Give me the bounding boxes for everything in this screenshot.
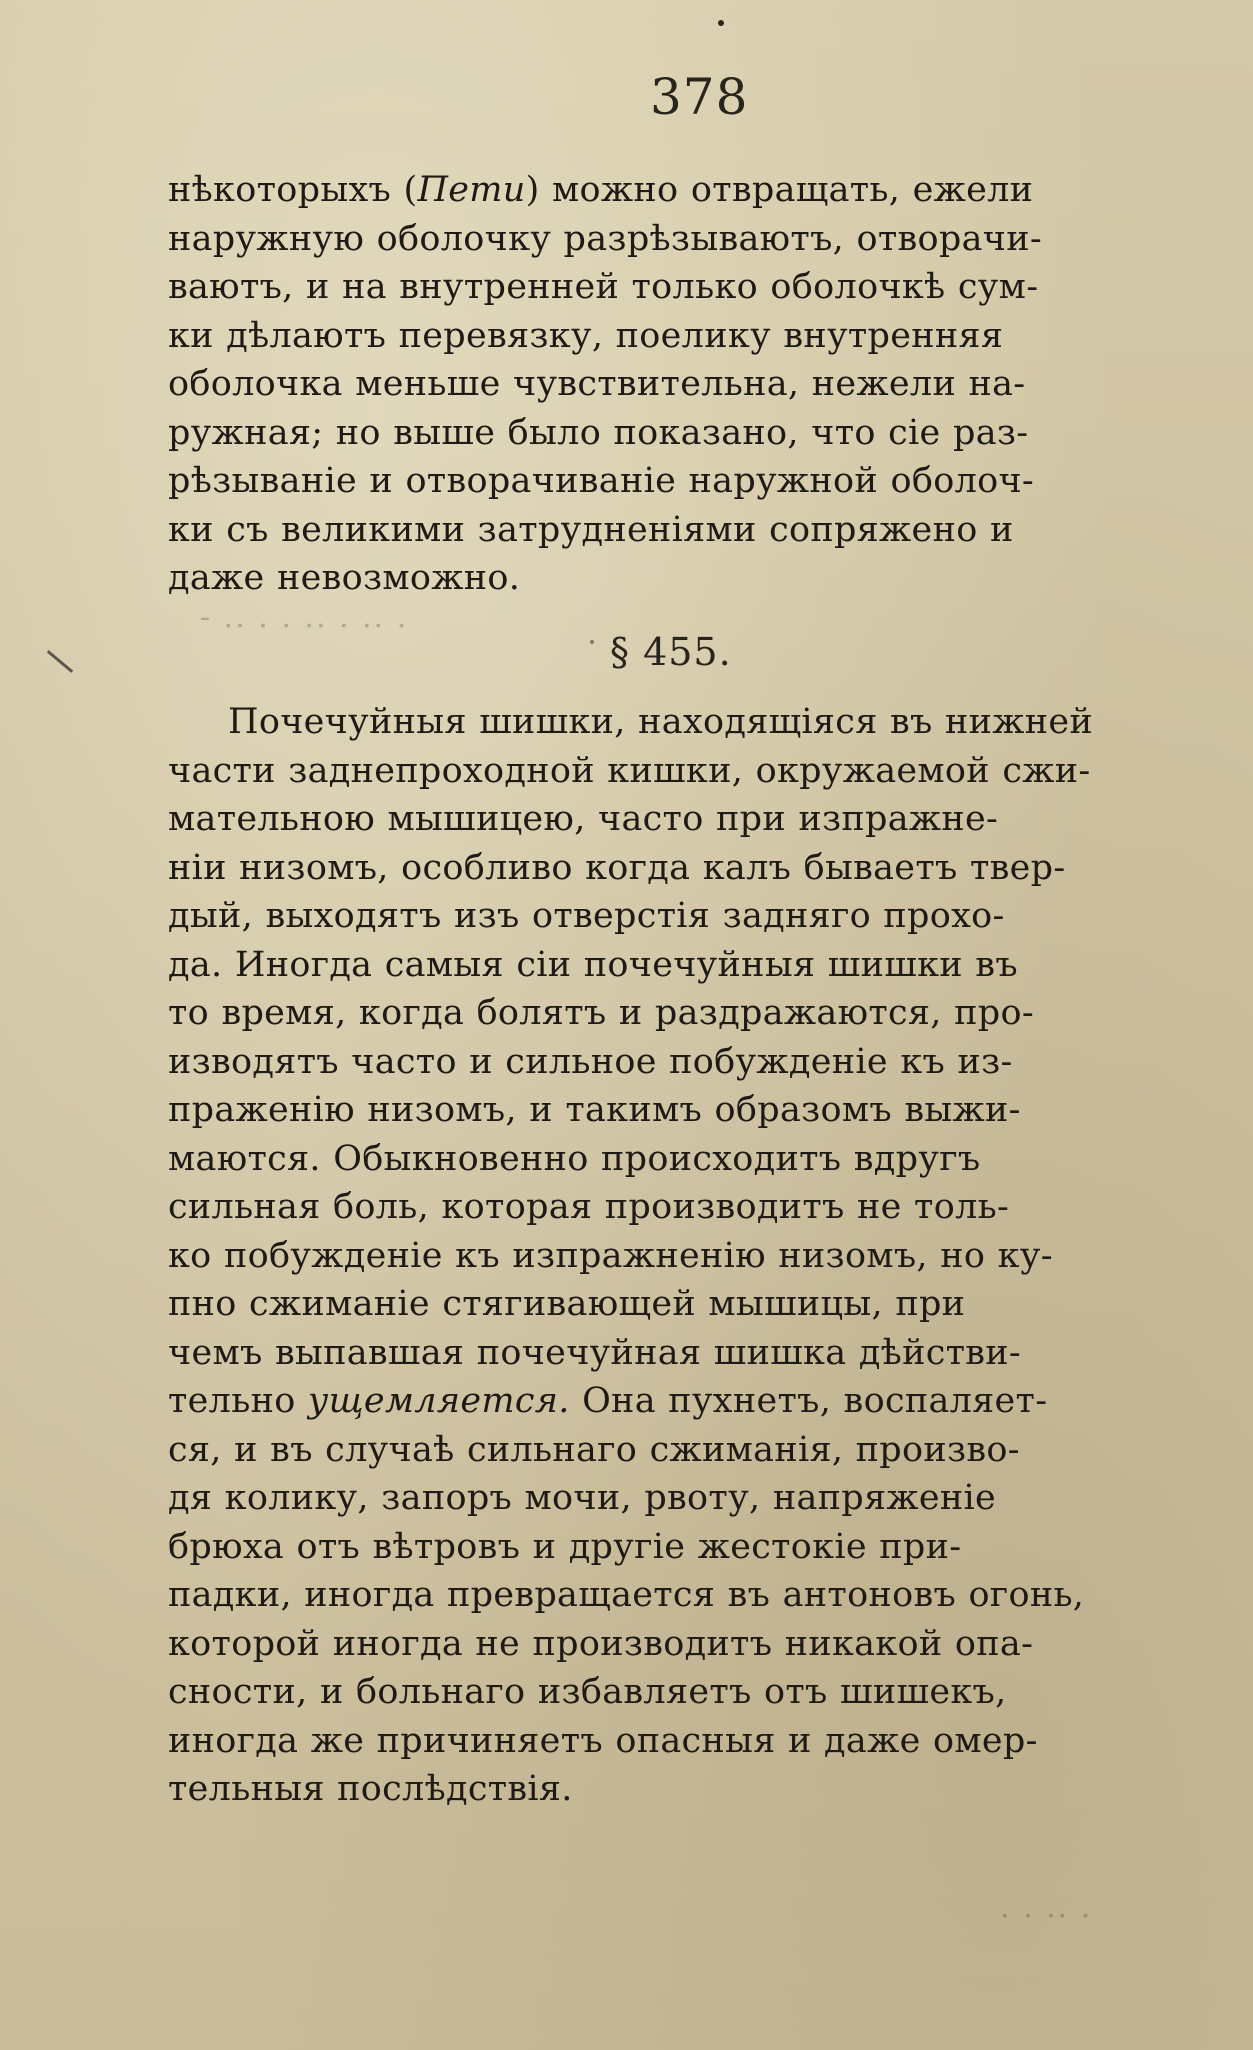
text-line: наружную оболочку разрѣзываютъ, отворачи- (168, 218, 1042, 259)
text-line: маются. Обыкновенно происходитъ вдругъ (168, 1138, 981, 1179)
text-line: падки, иногда превращается въ антоновъ огонь, (168, 1575, 1085, 1615)
text-line (168, 1377, 1190, 1426)
text-line: рѣзываніе и отворачиваніе наружной оболоч- (168, 461, 1035, 501)
text-line: Почечуйныя шишки, находящіяся въ нижней (228, 702, 1094, 742)
text-run: тельно (168, 1381, 308, 1421)
text-line: то время, когда болятъ и раздражаются, про- (168, 993, 1034, 1033)
section-heading: § 455. (610, 630, 732, 674)
text-run: ) можно отвращать, ежели (525, 170, 1034, 210)
text-line: чемъ выпавшая почечуйная шишка дѣйстви- (168, 1332, 1022, 1373)
bleed-through-line: - .. . . .. . .. . (200, 600, 409, 635)
text-line: изводятъ часто и сильное побужденіе къ из- (168, 1041, 1013, 1082)
text-line: ружная; но выше было показано, что сіе раз- (168, 412, 1029, 453)
text-line: сности, и больнаго избавляетъ отъ шишекъ, (168, 1672, 1007, 1712)
text-line: пно сжиманіе стягивающей мышицы, при (168, 1284, 966, 1324)
ink-speck (718, 20, 724, 26)
ink-speck (590, 640, 594, 644)
text-run: нѣкоторыхъ ( (168, 170, 418, 210)
paragraph (168, 698, 1190, 1814)
text-line: даже невозможно. (168, 558, 521, 598)
italic-term: Пети (417, 170, 526, 210)
text-line: мательною мышицею, часто при изпражне- (168, 799, 999, 839)
text-line: праженію низомъ, и такимъ образомъ выжи- (168, 1090, 1021, 1130)
text-line: ки съ великими затрудненіями сопряжено и (168, 509, 1014, 550)
paragraph-continued (168, 166, 1190, 603)
text-line: брюха отъ вѣтровъ и другіе жестокіе при- (168, 1526, 962, 1567)
text-line: иногда же причиняетъ опасныя и даже омер- (168, 1720, 1038, 1761)
text-line: ваютъ, и на внутренней только оболочкѣ сум- (168, 267, 1039, 307)
text-line: тельныя послѣдствія. (168, 1769, 573, 1809)
text-line: оболочка меньше чувствительна, нежели на- (168, 364, 1026, 404)
text-line: ніи низомъ, особливо когда калъ бываетъ твер- (168, 847, 1066, 888)
page-number: 378 (650, 68, 749, 126)
text-line: ки дѣлаютъ перевязку, поелику внутренняя (168, 315, 1004, 356)
text-line (168, 166, 1190, 215)
text-line: ся, и въ случаѣ сильнаго сжиманія, произво- (168, 1429, 1020, 1470)
text-line: сильная боль, которая производитъ не толь- (168, 1187, 1010, 1227)
text-line: да. Иногда самыя сіи почечуйныя шишки въ (168, 944, 1018, 985)
text-line: дя колику, запоръ мочи, рвоту, напряженіе (168, 1478, 996, 1518)
text-line: которой иногда не производитъ никакой опа- (168, 1623, 1034, 1664)
text-run: Она пухнетъ, воспаляет- (569, 1381, 1048, 1421)
margin-mark (47, 650, 73, 673)
text-line: части заднепроходной кишки, окружаемой сжи- (168, 750, 1091, 791)
italic-term: ущемляется. (308, 1381, 570, 1421)
text-line: дый, выходятъ изъ отверстія задняго прохо- (168, 896, 1005, 936)
text-line: ко побужденіе къ изпражненію низомъ, но ку- (168, 1235, 1053, 1276)
bleed-through-line: . . .. . (1000, 1890, 1093, 1925)
